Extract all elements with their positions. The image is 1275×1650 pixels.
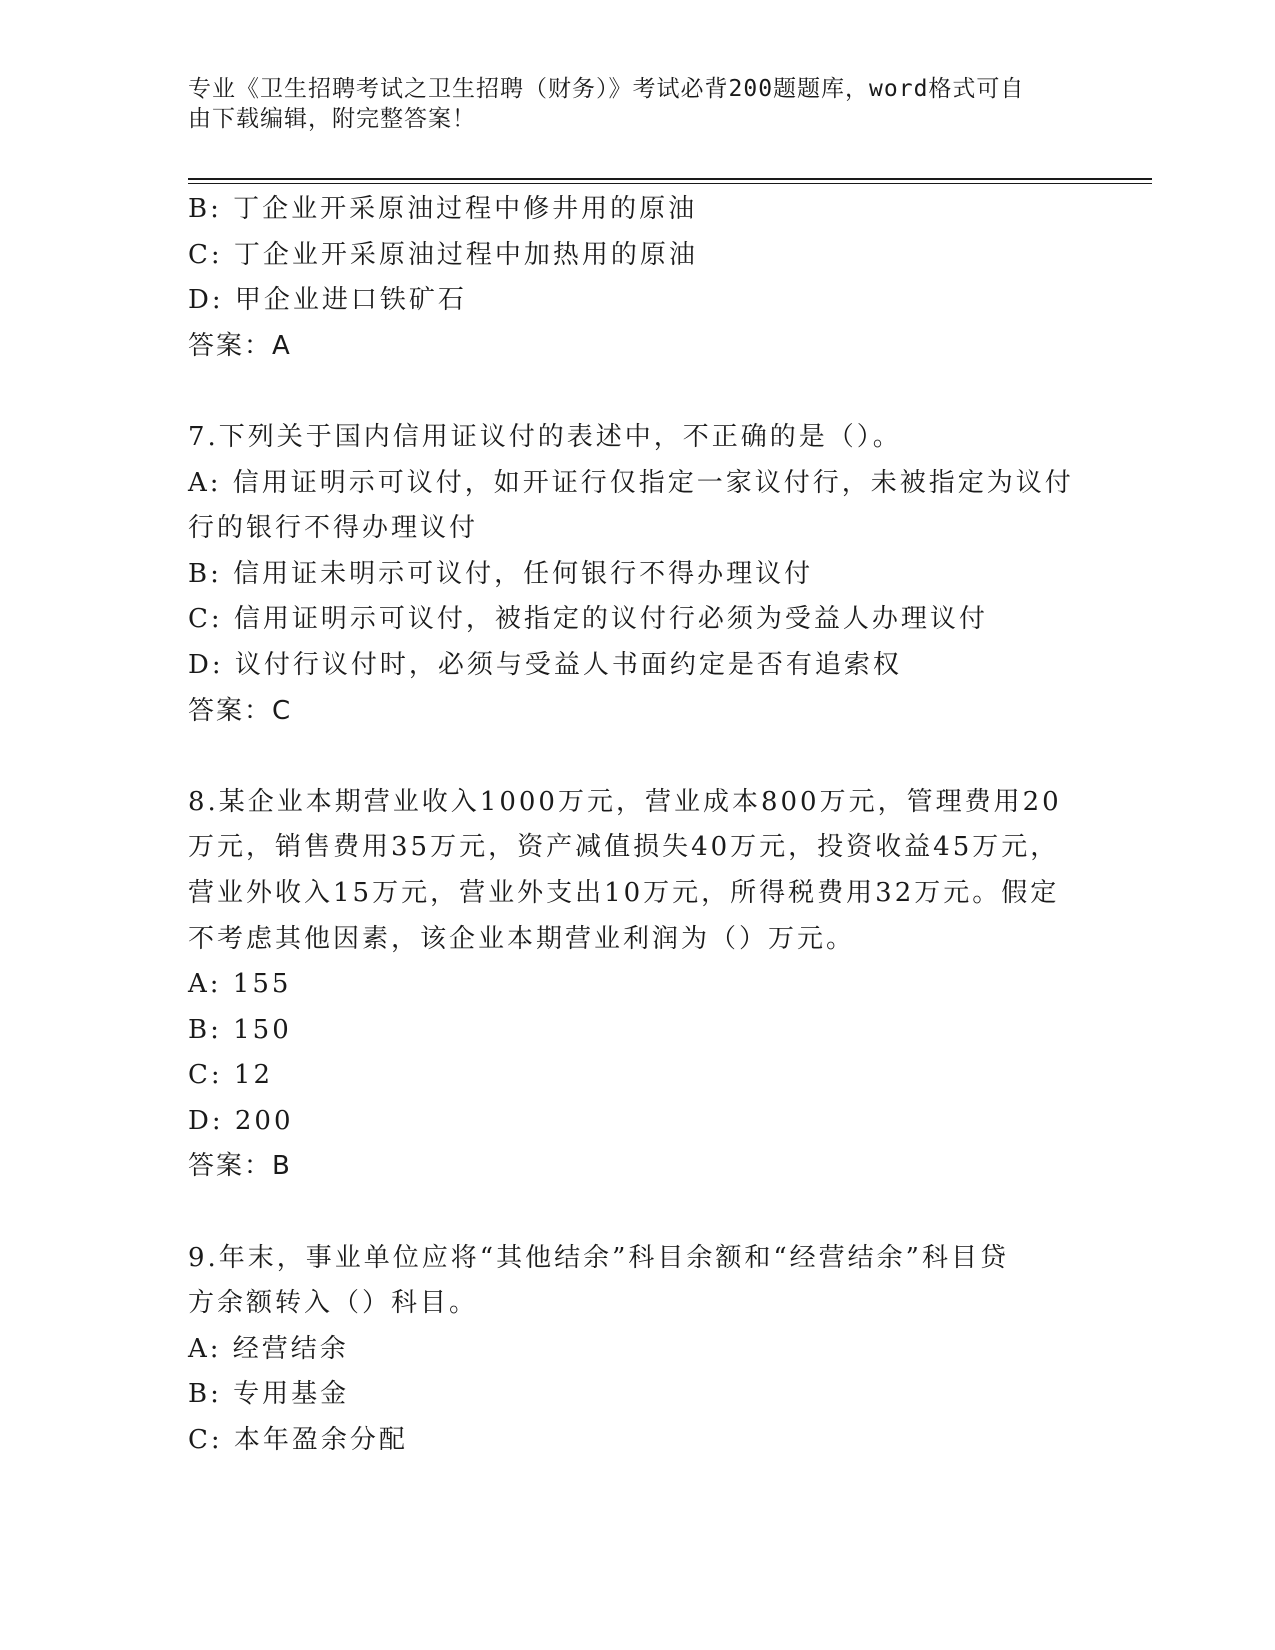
q8-answer: 答案：B [188,1151,292,1182]
question-8 [188,780,1088,1190]
q8-stem-line-2: 万元，销售费用35万元，资产减值损失40万元，投资收益45万元， [188,832,1060,863]
q8-stem-line-1: 8.某企业本期营业收入1000万元，营业成本800万元，管理费用20 [188,786,1062,817]
q8-option-d: D: 200 [188,1105,294,1136]
q9-option-a: A: 经营结余 [188,1333,349,1364]
q8-option-c: C: 12 [188,1060,274,1091]
question-list [188,187,1088,1464]
q9-option-b: B: 专用基金 [188,1379,350,1410]
document-header [188,74,1068,134]
header-divider-thick [188,178,1152,180]
spacer [188,1190,1088,1236]
q8-option-a: A: 155 [188,969,292,1000]
q7-option-a-line-2: 行的银行不得办理议付 [188,513,479,544]
q9-option-c: C: 本年盈余分配 [188,1425,408,1456]
q7-option-d: D: 议付行议付时，必须与受益人书面约定是否有追索权 [188,649,902,680]
header-line-1: 专业《卫生招聘考试之卫生招聘（财务）》考试必背200题题库，word格式可自 [188,76,1025,102]
q7-option-b: B: 信用证未明示可议付，任何银行不得办理议付 [188,558,814,589]
q8-stem-line-4: 不考虑其他因素，该企业本期营业利润为（）万元。 [188,923,856,954]
question-7 [188,415,1088,734]
header-divider-thin [188,183,1152,184]
q8-option-b: B: 150 [188,1014,292,1045]
q9-stem-line-2: 方余额转入（）科目。 [188,1288,479,1319]
q6-option-c: C: 丁企业开采原油过程中加热用的原油 [188,239,698,270]
q6-option-b: B: 丁企业开采原油过程中修井用的原油 [188,194,698,224]
q7-answer: 答案：C [188,695,293,726]
q6-option-d: D: 甲企业进口铁矿石 [188,285,467,316]
header-line-2: 由下载编辑，附完整答案！ [188,106,476,132]
q9-stem-line-1: 9.年末，事业单位应将“其他结余”科目余额和“经营结余”科目贷 [188,1242,1009,1273]
q7-stem: 7.下列关于国内信用证议付的表述中，不正确的是（）。 [188,421,902,452]
q6-answer: 答案：A [188,330,292,361]
spacer [188,734,1088,780]
q8-stem-line-3: 营业外收入15万元，营业外支出10万元，所得税费用32万元。假定 [188,877,1060,908]
question-6-tail [188,187,1088,369]
question-9 [188,1236,1088,1464]
spacer [188,369,1088,415]
q7-option-a-line-1: A: 信用证明示可议付，如开证行仅指定一家议付行，未被指定为议付 [188,467,1074,498]
q7-option-c: C: 信用证明示可议付，被指定的议付行必须为受益人办理议付 [188,604,988,635]
